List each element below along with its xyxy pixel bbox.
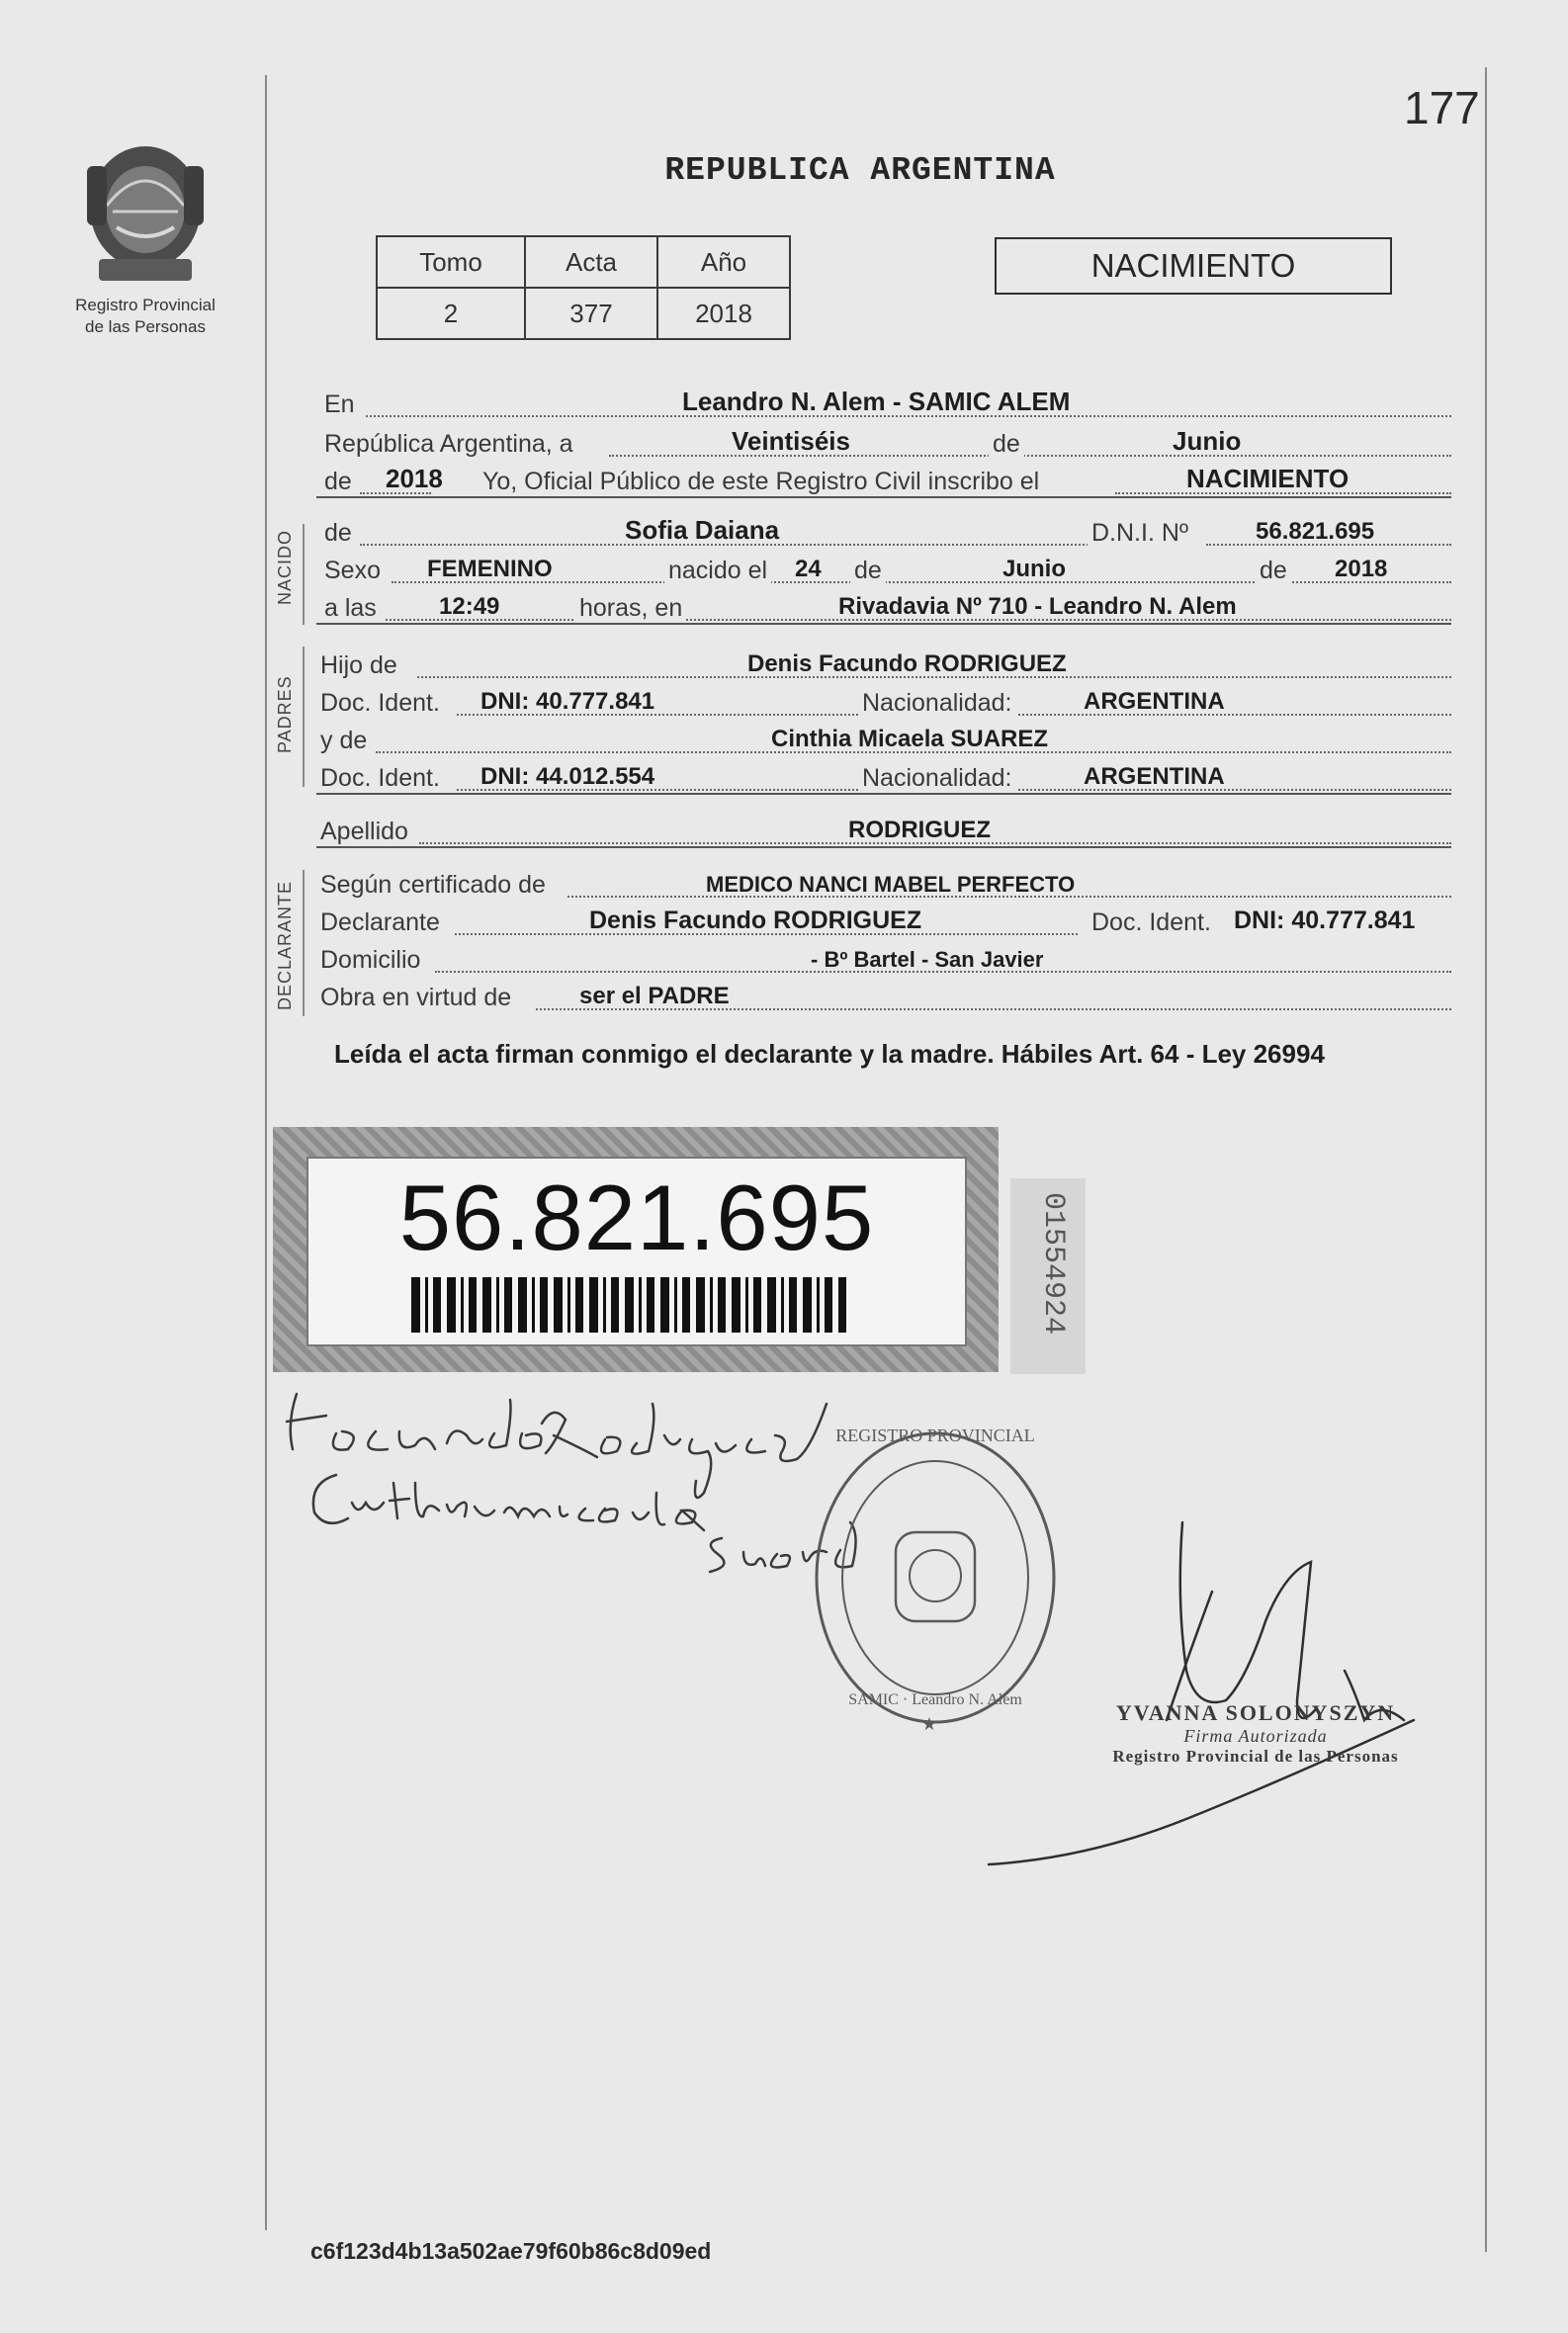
label-father-nationality: Nacionalidad:	[858, 689, 1016, 718]
label-apellido: Apellido	[320, 818, 408, 845]
label-de-birth-year: de	[1256, 557, 1291, 585]
header-acta: Acta	[525, 236, 657, 288]
header-ano: Año	[657, 236, 790, 288]
certificate: MEDICO NANCI MABEL PERFECTO	[706, 872, 1076, 897]
label-nacido-el: nacido el	[664, 557, 771, 585]
surname: RODRIGUEZ	[848, 817, 991, 843]
birth-month: Junio	[1002, 556, 1066, 582]
document-hash: c6f123d4b13a502ae79f60b86c8d09ed	[310, 2238, 712, 2264]
official-signature-block	[1068, 1700, 1443, 1767]
signature-facundo	[287, 1394, 827, 1498]
birth-day: 24	[795, 556, 822, 582]
seal-stamp	[817, 1426, 1054, 1734]
official-office: Registro Provincial de las Personas	[1112, 1747, 1399, 1766]
official-name: YVANNA SOLONYSZYN	[1115, 1700, 1396, 1725]
birth-year: 2018	[1335, 556, 1388, 582]
label-declarant-doc: Doc. Ident.	[1091, 908, 1211, 936]
label-horas: horas, en	[575, 594, 686, 623]
label-mother-doc: Doc. Ident.	[320, 764, 440, 792]
value-ano: 2018	[657, 288, 790, 339]
declarant-doc: DNI: 40.777.841	[1234, 907, 1416, 934]
father-doc: DNI: 40.777.841	[480, 688, 655, 715]
father-nationality: ARGENTINA	[1084, 688, 1225, 715]
mother-doc: DNI: 44.012.554	[480, 763, 655, 790]
page-number: 177	[1404, 82, 1480, 133]
birth-place: Rivadavia Nº 710 - Leandro N. Alem	[838, 593, 1237, 620]
label-de-birth-month: de	[850, 557, 886, 585]
value-tomo: 2	[377, 288, 525, 339]
label-alas: a las	[324, 594, 377, 622]
label-de-year: de	[324, 468, 352, 495]
record-type-box: NACIMIENTO	[995, 237, 1392, 295]
label-dni: D.N.I. Nº	[1088, 519, 1192, 548]
label-domicilio: Domicilio	[320, 946, 421, 974]
mother-nationality: ARGENTINA	[1084, 763, 1225, 790]
value-acta: 377	[525, 288, 657, 339]
label-republica: República Argentina, a	[324, 430, 573, 458]
registration-month: Junio	[1173, 426, 1242, 456]
svg-text:SAMIC · Leandro N. Alem: SAMIC · Leandro N. Alem	[848, 1691, 1022, 1708]
section-label-declarante: DECLARANTE	[275, 880, 295, 1010]
registration-year: 2018	[386, 464, 443, 493]
label-hijo-de: Hijo de	[320, 651, 397, 679]
section-label-nacido: NACIDO	[275, 529, 295, 605]
label-father-doc: Doc. Ident.	[320, 689, 440, 717]
label-de-month: de	[989, 430, 1024, 459]
label-y-de: y de	[320, 727, 368, 754]
reason: ser el PADRE	[579, 983, 730, 1009]
section-label-padres: PADRES	[275, 675, 295, 753]
child-dni: 56.821.695	[1256, 518, 1375, 545]
registration-act: NACIMIENTO	[1186, 464, 1350, 493]
label-cert: Según certificado de	[320, 871, 546, 899]
signature-cinthia	[313, 1475, 856, 1572]
label-de-name: de	[324, 519, 352, 547]
svg-text:★: ★	[920, 1714, 938, 1734]
legal-footnote: Leída el acta firman conmigo el declarante y la madre. Hábiles Art. 64 - Ley 26994	[334, 1039, 1325, 1069]
mother-name: Cinthia Micaela SUAREZ	[771, 726, 1049, 752]
registration-place: Leandro N. Alem - SAMIC ALEM	[682, 387, 1071, 416]
child-name: Sofia Daiana	[625, 515, 780, 545]
label-mother-nationality: Nacionalidad:	[858, 764, 1016, 793]
address: - Bº Bartel - San Javier	[811, 947, 1044, 972]
registration-day: Veintiséis	[732, 426, 850, 456]
child-sex: FEMENINO	[427, 556, 553, 582]
official-role: Firma Autorizada	[1183, 1726, 1328, 1746]
document-title: REPUBLICA ARGENTINA	[664, 152, 1056, 189]
declarant-name: Denis Facundo RODRIGUEZ	[589, 907, 922, 934]
label-en: En	[324, 390, 355, 418]
logo-caption-line2: de las Personas	[85, 317, 206, 336]
sticker-serial: 01554924	[1036, 1192, 1070, 1336]
label-obra: Obra en virtud de	[320, 984, 512, 1011]
svg-text:REGISTRO PROVINCIAL: REGISTRO PROVINCIAL	[835, 1426, 1035, 1445]
father-name: Denis Facundo RODRIGUEZ	[747, 650, 1067, 677]
sticker-dni-number: 56.821.695	[398, 1166, 875, 1269]
label-sexo: Sexo	[324, 557, 381, 584]
logo-caption-line1: Registro Provincial	[75, 296, 216, 314]
label-declarante: Declarante	[320, 908, 440, 936]
birth-time: 12:49	[439, 593, 500, 620]
header-tomo: Tomo	[377, 236, 525, 288]
officer-text: Yo, Oficial Público de este Registro Civil inscribo el	[482, 468, 1040, 495]
